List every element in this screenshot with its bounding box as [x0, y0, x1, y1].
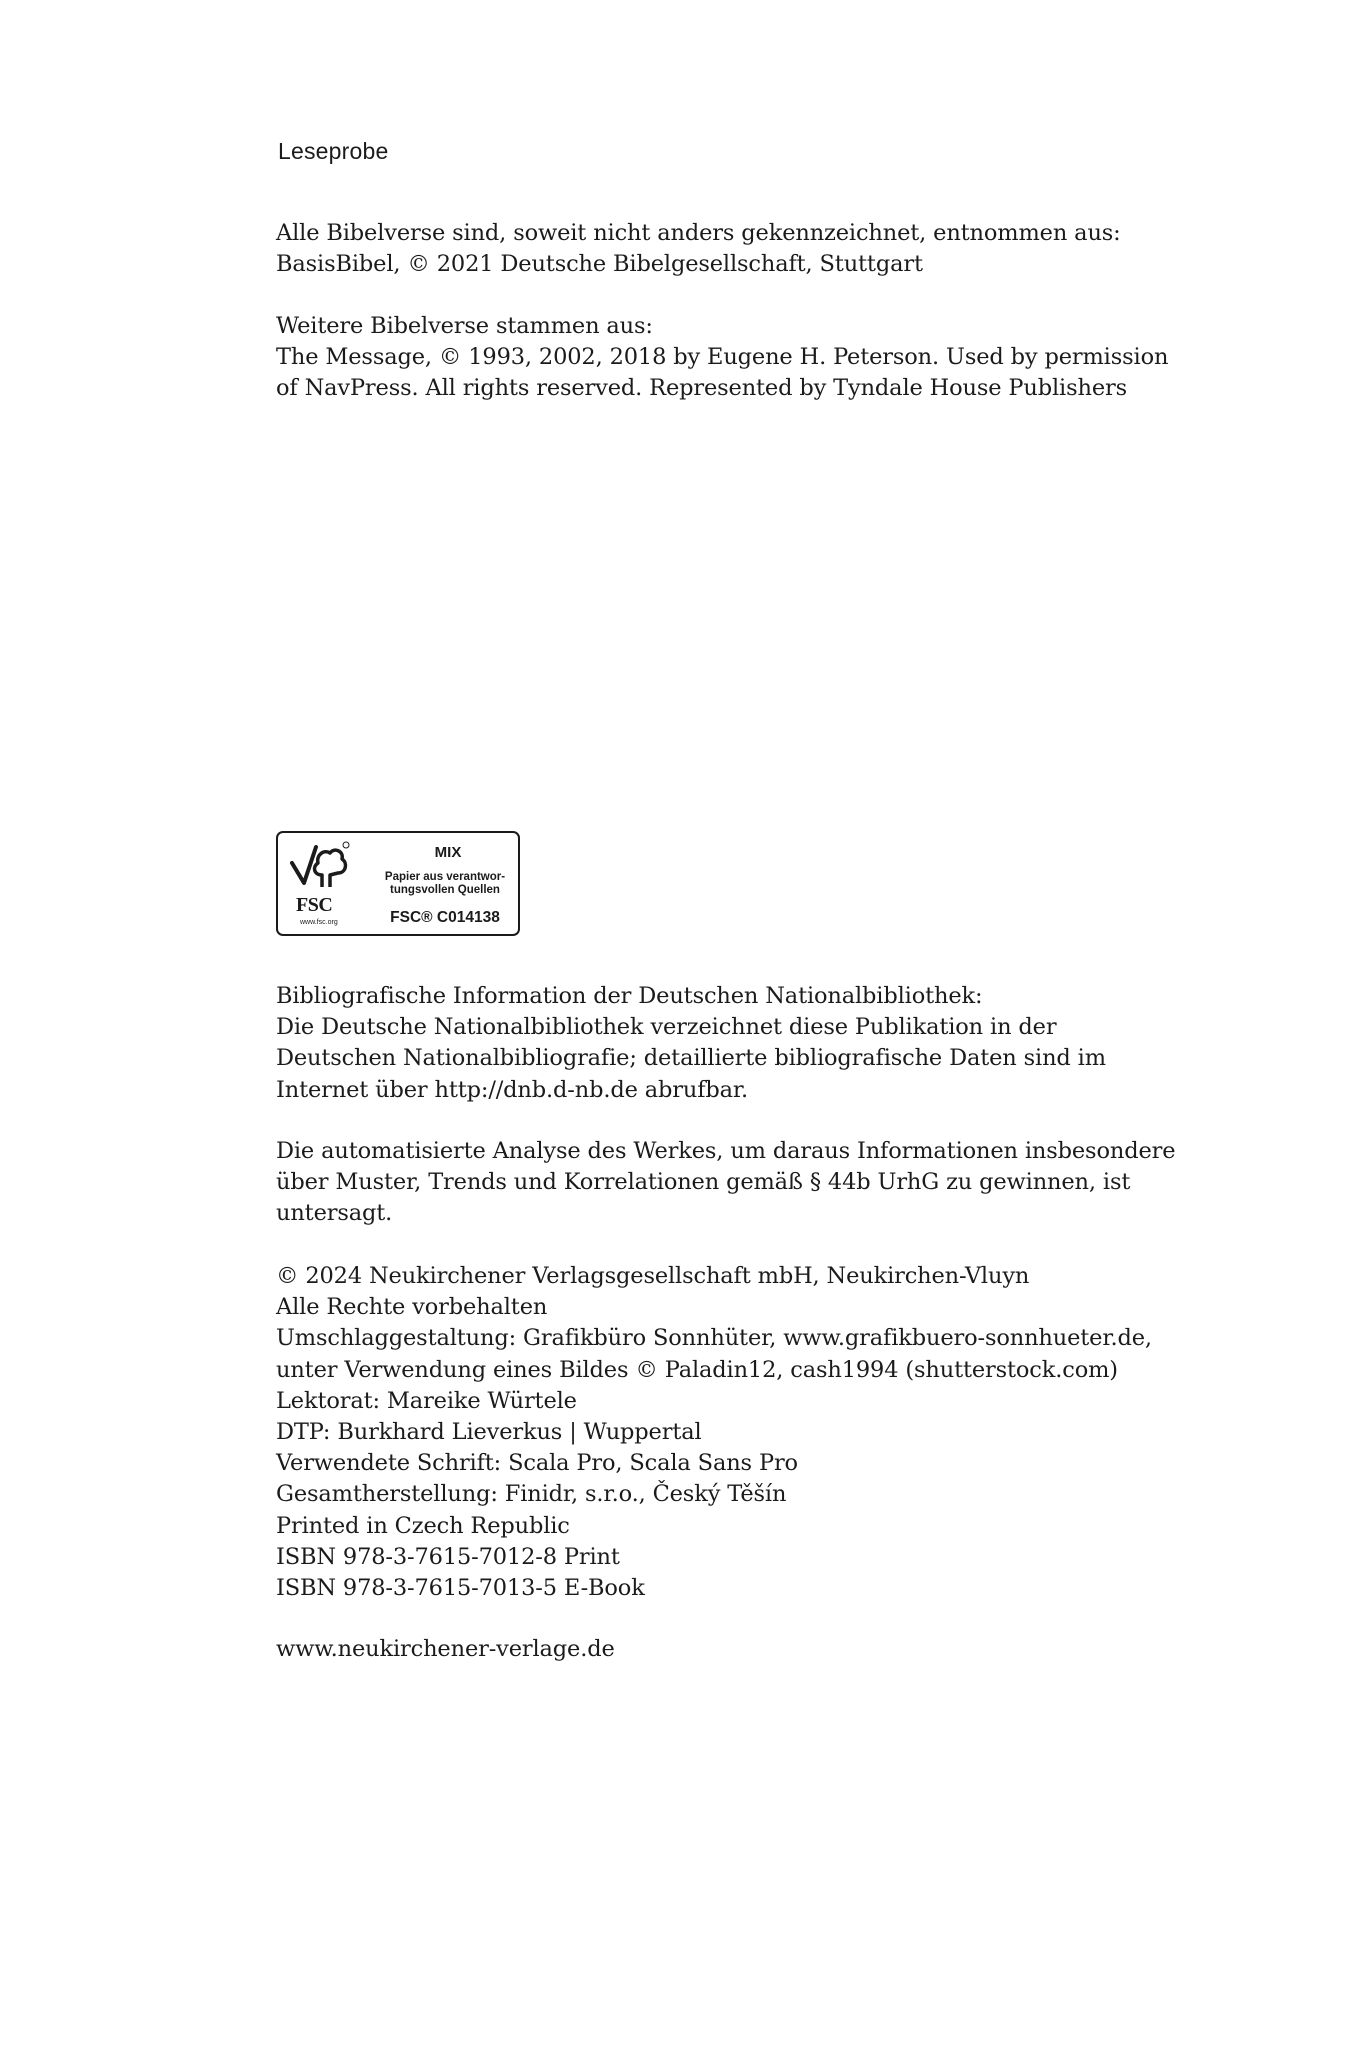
- dtp-line: DTP: Burkhard Lieverkus | Wuppertal: [276, 1419, 702, 1446]
- rights-line: Alle Rechte vorbehalten: [276, 1294, 548, 1321]
- isbn-ebook-line: ISBN 978-3-7615-7013-5 E-Book: [276, 1575, 645, 1602]
- fsc-wordmark: FSC: [296, 894, 333, 916]
- text-line: Deutschen Nationalbibliografie; detaillierte bibliografische Daten sind im: [276, 1045, 1106, 1072]
- dnb-information: [276, 981, 1106, 1106]
- fsc-mix-label: MIX: [434, 844, 462, 861]
- publisher-website: www.neukirchener-verlage.de: [276, 1636, 615, 1662]
- text-line: untersagt.: [276, 1200, 393, 1227]
- text-line: Die Deutsche Nationalbibliothek verzeichnet diese Publikation in der: [276, 1014, 1057, 1041]
- fsc-description-line: Papier aus verantwor-: [384, 871, 506, 883]
- fsc-description: [374, 871, 516, 897]
- copyright-line: © 2024 Neukirchener Verlagsgesellschaft mbH, Neukirchen-Vluyn: [276, 1263, 1030, 1289]
- page-label: Leseprobe: [278, 138, 389, 164]
- bible-sources-secondary: [276, 311, 1168, 405]
- text-line: of NavPress. All rights reserved. Represented by Tyndale House Publishers: [276, 375, 1128, 402]
- cover-image-line: unter Verwendung eines Bildes © Paladin12, cash1994 (shutterstock.com): [276, 1356, 1118, 1383]
- text-line: The Message, © 1993, 2002, 2018 by Eugene H. Peterson. Used by permission: [276, 344, 1169, 371]
- font-line: Verwendete Schrift: Scala Pro, Scala Sans Pro: [276, 1450, 798, 1477]
- text-line: Bibliografische Information der Deutschen Nationalbibliothek:: [276, 983, 983, 1009]
- isbn-print-line: ISBN 978-3-7615-7012-8 Print: [276, 1543, 620, 1570]
- text-line: Alle Bibelverse sind, soweit nicht anders gekennzeichnet, entnommen aus:: [276, 220, 1121, 246]
- publisher-credits: [276, 1261, 1152, 1604]
- text-line: BasisBibel, © 2021 Deutsche Bibelgesellschaft, Stuttgart: [276, 251, 923, 278]
- fsc-description-line: tungsvollen Quellen: [390, 884, 500, 896]
- tdm-notice: [276, 1136, 1175, 1230]
- text-line: über Muster, Trends und Korrelationen gemäß § 44b UrhG zu gewinnen, ist: [276, 1169, 1131, 1196]
- bible-sources-primary: [276, 218, 1121, 280]
- cover-design-line: Umschlaggestaltung: Grafikbüro Sonnhüter, www.grafikbuero-sonnhueter.de,: [276, 1325, 1152, 1352]
- fsc-url: www.fsc.org: [300, 919, 338, 926]
- text-line: Weitere Bibelverse stammen aus:: [276, 313, 653, 339]
- text-line: Internet über http://dnb.d-nb.de abrufbar.: [276, 1076, 749, 1103]
- fsc-tree-check-icon: [286, 839, 352, 895]
- editor-line: Lektorat: Mareike Würtele: [276, 1387, 577, 1414]
- text-line: Die automatisierte Analyse des Werkes, um daraus Informationen insbesondere: [276, 1138, 1176, 1164]
- fsc-license-code: FSC® C014138: [390, 909, 500, 926]
- production-line: Gesamtherstellung: Finidr, s.r.o., Český Těšín: [276, 1481, 787, 1508]
- printed-in-line: Printed in Czech Republic: [276, 1512, 570, 1539]
- fsc-label: [276, 831, 520, 936]
